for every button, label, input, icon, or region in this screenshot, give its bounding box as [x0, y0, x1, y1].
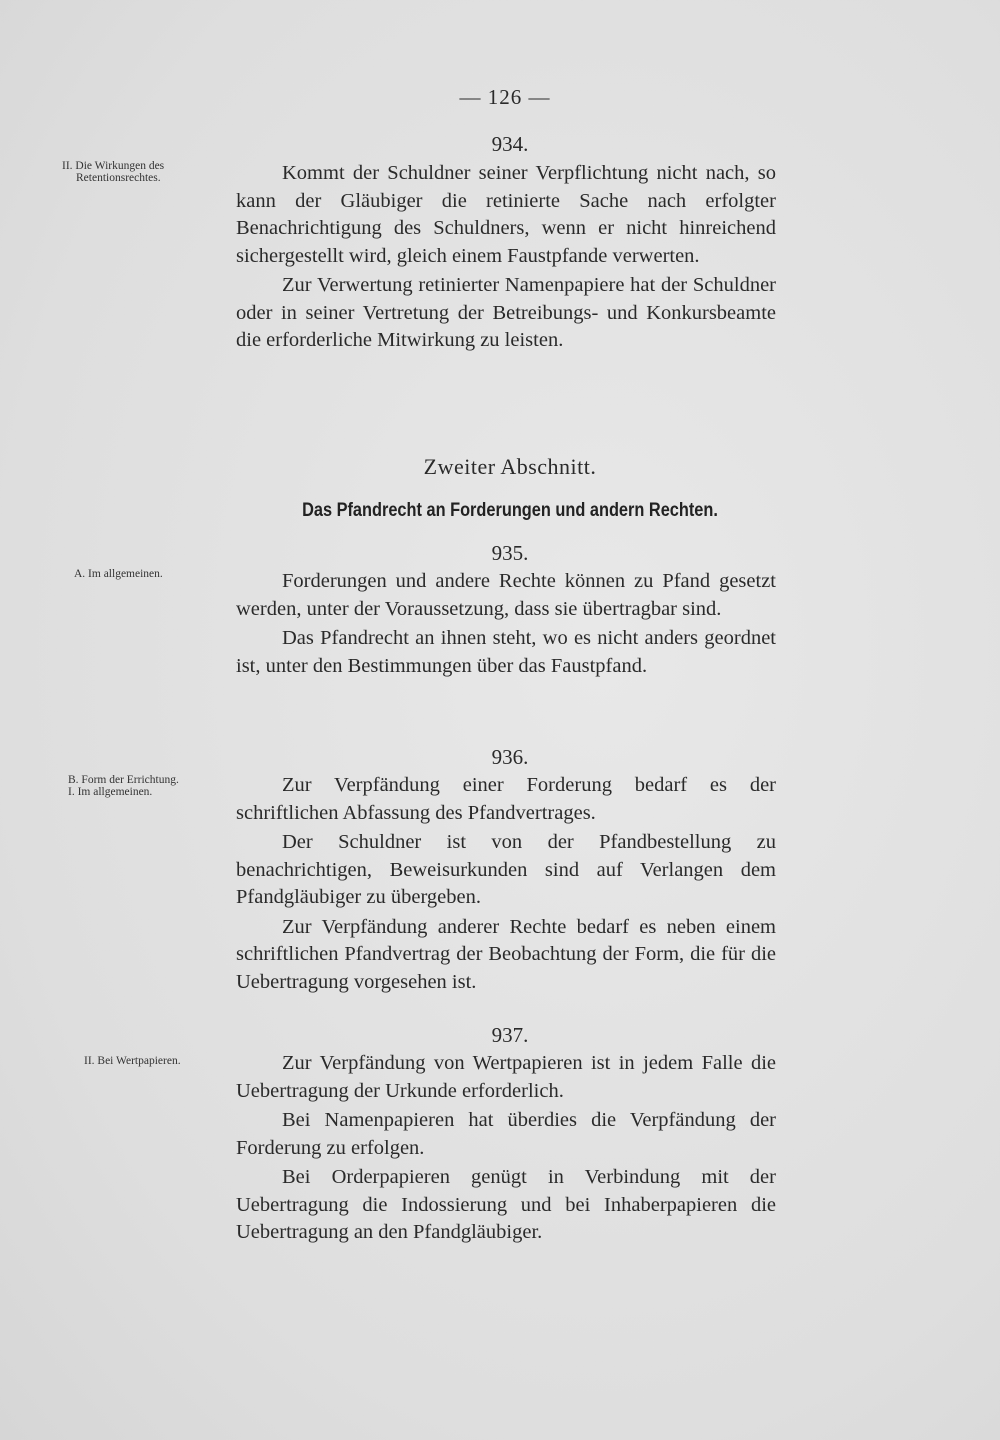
section-number-937: 937. — [491, 1023, 529, 1047]
paragraph: Forderungen und andere Rechte können zu Pfand gesetzt werden, unter der Voraussetzung, dass sie übertragbar sind. — [236, 570, 776, 620]
margin-note-line: B. Form der Errichtung. — [68, 774, 179, 786]
section-number-936: 936. — [491, 745, 529, 769]
section-body-935 — [236, 568, 776, 682]
margin-note-line: A. Im allgemeinen. — [74, 568, 163, 580]
chapter-heading: Zweiter Abschnitt. — [423, 454, 597, 479]
paragraph: Kommt der Schuldner seiner Verpflichtung nicht nach, so kann der Gläubiger die retinierte Sache nach erfolgter Benachrichtigung des Schuldners, wenn er nicht hinreichend sichergestellt wird, gleich einem Faustpfande verwerten. — [236, 162, 776, 267]
paragraph: Zur Verwertung retinierter Namenpapiere hat der Schuldner oder in seiner Vertretung der Betreibungs- und Konkursbeamte die erforderliche Mitwirkung zu leisten. — [236, 274, 776, 351]
paragraph: Zur Verpfändung anderer Rechte bedarf es neben einem schriftlichen Pfandvertrag der Beobachtung der Form, die für die Uebertragung vorgesehen ist. — [236, 915, 776, 993]
section-number-934: 934. — [491, 132, 529, 156]
margin-note-line: II. Die Wirkungen des — [62, 160, 165, 172]
margin-note-935 — [74, 568, 252, 580]
margin-note-line: Retentionsrechtes. — [76, 172, 161, 184]
margin-note-line: I. Im allgemeinen. — [68, 786, 153, 798]
margin-note-936 — [68, 774, 246, 798]
paragraph: Bei Namenpapieren hat überdies die Verpfändung der Forderung zu erfolgen. — [236, 1109, 776, 1159]
section-body-936 — [236, 772, 776, 998]
section-body-934 — [236, 160, 776, 357]
paragraph: Bei Orderpapieren genügt in Verbindung mit der Uebertragung die Indossierung und bei Inhaberpapieren die Uebertragung an den Pfandgläubiger. — [236, 1166, 776, 1243]
section-body-937 — [236, 1050, 776, 1249]
page-number: — 126 — — [459, 85, 551, 109]
paragraph: Der Schuldner ist von der Pfandbestellung zu benachrichtigen, Beweisurkunden sind auf Verlangen dem Pfandgläubiger zu übergeben. — [236, 831, 776, 908]
chapter-title: Das Pfandrecht an Forderungen und andern Rechten. — [302, 500, 718, 521]
section-number-935: 935. — [491, 541, 529, 565]
paragraph: Zur Verpfändung von Wertpapieren ist in jedem Falle die Uebertragung der Urkunde erforderlich. — [236, 1052, 776, 1102]
paragraph: Das Pfandrecht an ihnen steht, wo es nicht anders geordnet ist, unter den Bestimmungen über das Faustpfand. — [236, 627, 776, 677]
margin-note-line: II. Bei Wertpapieren. — [84, 1055, 181, 1067]
margin-note-934 — [62, 160, 240, 184]
paragraph: Zur Verpfändung einer Forderung bedarf es der schriftlichen Abfassung des Pfandvertrages. — [236, 774, 776, 824]
